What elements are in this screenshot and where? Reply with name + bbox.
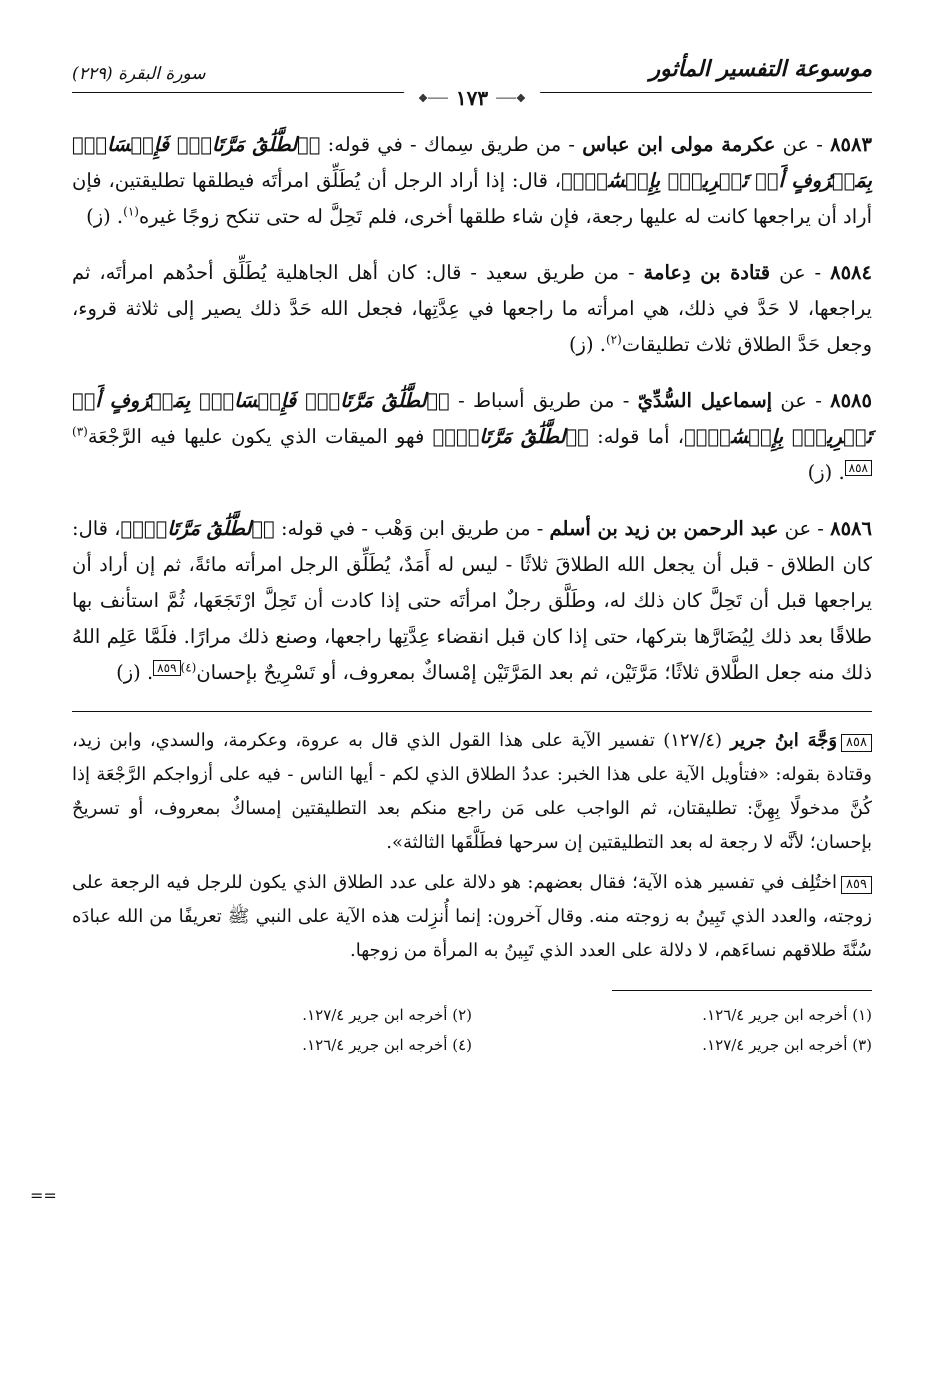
footnote-marker[interactable]: (٢) [605, 332, 622, 347]
entry-text: - من طريق ابن وَهْب - في قوله: [274, 517, 550, 540]
commentary-ref[interactable]: ٨٥٨ [845, 460, 872, 476]
quran-verse: ﴿ٱلطَّلَٰقُ مَرَّتَانِۖ﴾ [120, 517, 275, 540]
entry-text: ، أما قوله: [588, 425, 685, 448]
quran-verse: ﴿ٱلطَّلَٰقُ مَرَّتَانِۖ﴾ [432, 425, 589, 448]
commentary-bold: وَجَّهَ ابنُ جرير [730, 730, 838, 751]
footnote: (٤) أخرجه ابن جرير ١٢٦/٤. [302, 1036, 472, 1054]
commentary-note [72, 866, 872, 968]
entry-number: ٨٥٨٦ [830, 517, 873, 540]
entry [72, 511, 872, 691]
entry-text: - من طريق أسباط - [449, 389, 638, 412]
footnote-marker[interactable]: (١) [123, 204, 139, 219]
commentary-text: (١٢٧/٤) تفسير الآية على هذا القول الذي قال به عروة، وعكرمة، والسدي، وابن زيد، وقتادة بقوله: «فتأويل الآية على هذا الخبر: عددُ الطلاق الذي لكم - أيها الناس - فيه على أزواجكم الرَّجْعَة إذا كُنَّ مدخولًا بِهِنَّ: تطليقتان، ثم الواجب على مَن راجع منكم بعد التطليقتين إمساكٌ بمعروف، أو تسريحٌ بإحسان؛ لأنَّه لا رجعة له بعد التطليقتين إن سرحها فطَلَّقَها الثالثة». [72, 730, 872, 853]
footnote-divider [612, 990, 872, 991]
running-header [72, 50, 872, 110]
ornament-left-icon: ───❖ [418, 91, 448, 105]
entry-text: ، قال: كان الطلاق - قبل أن يجعل الله الطلاقَ ثلاثًا - ليس له أَمَدٌ، يُطَلِّق الرجل امرأته مائةً، ثم إن أراد أن يراجعها قبل أن تَحِلَّ كان ذلك له، وطَلَّق رجلٌ امرأتَه حتى إذا كادت أن تَحِلَّ ارْتَجَعَها، ثُمَّ استأنف بها طلاقًا بعد ذلك لِيُضَارَّها بتركها، حتى إذا كان قبل انقضاء عِدَّتِها راجعها، وصنع ذلك مرارًا. فلَمَّا عَلِم اللهُ ذلك منه جعل الطَّلاق ثلاثًا؛ مَرَّتَيْن، ثم بعد المَرَّتَيْن إمْساكٌ بمعروف، أو تَسْرِيحٌ بإحسان [72, 517, 872, 684]
page-number: ١٧٣ [455, 86, 489, 110]
ornament-right-icon: ❖─── [496, 91, 526, 105]
commentary-note [72, 724, 872, 860]
narrator-name: عبد الرحمن بن زيد بن أسلم [549, 517, 779, 540]
source-symbol: . (ز) [86, 205, 124, 228]
footnote: (١) أخرجه ابن جرير ١٢٦/٤. [702, 1006, 872, 1024]
footnote: (٣) أخرجه ابن جرير ١٢٧/٤. [702, 1036, 872, 1054]
entry [72, 255, 872, 363]
entry-number: ٨٥٨٤ [830, 261, 873, 284]
commentary-text: اختُلِف في تفسير هذه الآية؛ فقال بعضهم: هو دلالة على عدد الطلاق الذي يكون للرجل فيه الرجعة على زوجته، والعدد الذي تَبِينُ به زوجته منه. وقال آخرون: إنما أُنزِلت هذه الآية على النبي ﷺ تعريفًا من الله عبادَه سُنَّةَ طلاقهم نساءَهم، لا دلالة على العدد الذي تَبِينُ به المرأة من زوجها. [72, 872, 872, 961]
page-number-wrap [404, 86, 540, 110]
entry [72, 127, 872, 235]
book-title: موسوعة التفسير المأثور [649, 56, 872, 82]
footnote: (٢) أخرجه ابن جرير ١٢٧/٤. [302, 1006, 472, 1024]
margin-mark: == [30, 1186, 57, 1205]
entry-text: - عن [770, 261, 831, 284]
quran-verse: ﴿ٱلطَّلَٰقُ مَرَّتَانِۖ فَإِمۡسَاكُۢ بِمَعۡرُوفٍ أَوۡ تَسۡرِيحُۢ بِإِحۡسَٰنٍۗ﴾ [72, 389, 872, 448]
main-text [72, 127, 872, 691]
footnotes [72, 1003, 872, 1057]
source-symbol: . (ز) [116, 661, 154, 684]
commentary-ref[interactable]: ٨٥٩ [153, 660, 180, 676]
entry-number: ٨٥٨٣ [830, 133, 872, 156]
entry-number: ٨٥٨٥ [830, 389, 872, 412]
entry-text: - من طريق سعيد - قال: كان أهل الجاهلية يُطَلِّق أحدُهم امرأتَه، ثم يراجعها، لا حَدَّ في ذلك، هي امرأته ما راجعها في عِدَّتِها، فجعل الله حَدَّ ذلك يصير إلى ثلاثة قروء، وجعل حَدَّ الطلاق ثلاث تطليقات [72, 261, 872, 356]
commentary-number: ٨٥٨ [841, 734, 872, 752]
narrator-name: عكرمة مولى ابن عباس [582, 133, 776, 156]
commentary-divider [72, 711, 872, 712]
entry-text: ، قال: إذا أراد الرجل أن يُطَلِّق امرأتَه فيطلقها تطليقتين، فإن أراد أن يراجعها كانت له عليها رجعة، فإن شاء طلقها أخرى، فلم تَحِلَّ له حتى تنكح زوجًا غيره [72, 169, 872, 228]
entry-text: - من طريق سِماك - في قوله: [320, 133, 583, 156]
source-symbol: . (ز) [807, 461, 845, 484]
quran-verse: ﴿ٱلطَّلَٰقُ مَرَّتَانِۖ فَإِمۡسَاكُۢ بِمَعۡرُوفٍ أَوۡ تَسۡرِيحُۢ بِإِحۡسَٰنٍۗ﴾ [72, 133, 872, 192]
surah-label: سورة البقرة (٢٢٩) [72, 64, 206, 84]
entry-text: - عن [775, 133, 831, 156]
footnote-marker[interactable]: (٤) [180, 660, 197, 675]
entry-text: - عن [772, 389, 831, 412]
page [72, 50, 872, 1057]
source-symbol: . (ز) [568, 333, 606, 356]
footnote-marker[interactable]: (٣) [72, 424, 88, 439]
entry-text: - عن [778, 517, 831, 540]
entry-text: فهو الميقات الذي يكون عليها فيه الرَّجْعَة [87, 425, 433, 448]
commentary-section [72, 724, 872, 968]
narrator-name: قتادة بن دِعامة [643, 261, 771, 284]
narrator-name: إسماعيل السُّدِّيّ [637, 389, 773, 412]
entry [72, 383, 872, 491]
commentary-number: ٨٥٩ [841, 876, 872, 894]
